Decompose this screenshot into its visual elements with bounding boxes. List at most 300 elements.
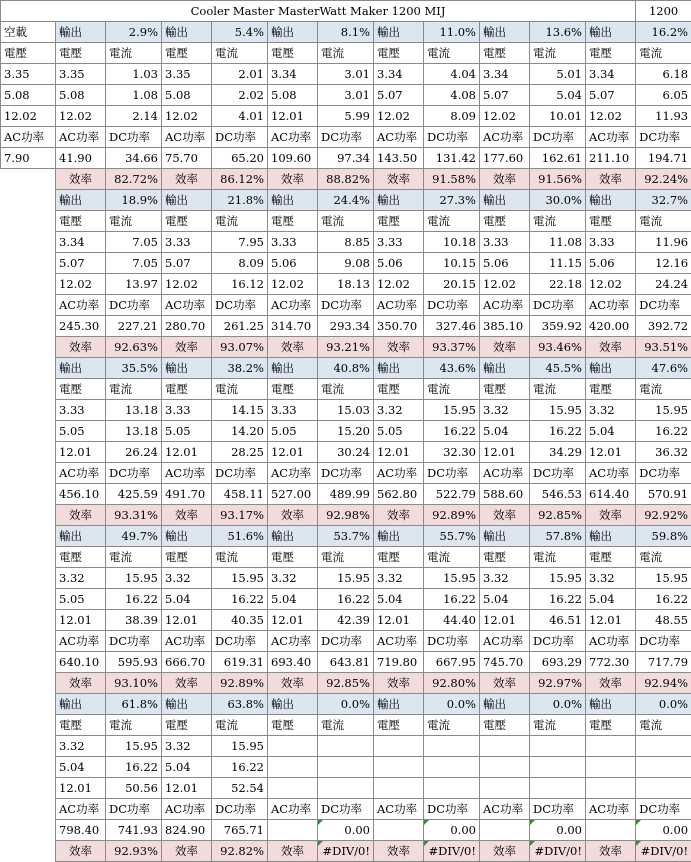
output-label[interactable]: 輸出 [586, 190, 636, 211]
current-12v[interactable]: 48.55 [636, 610, 691, 631]
ac-power-value[interactable]: 693.40 [268, 652, 318, 673]
empty-cell[interactable] [1, 232, 56, 253]
output-percent[interactable]: 32.7% [636, 190, 691, 211]
empty-cell[interactable] [1, 211, 56, 232]
current-5v[interactable]: 16.22 [424, 589, 480, 610]
voltage-12v[interactable]: 12.01 [586, 442, 636, 463]
dc-power-value[interactable]: 489.99 [318, 484, 374, 505]
output-percent[interactable]: 18.9% [106, 190, 162, 211]
current-3v3[interactable]: 13.18 [106, 400, 162, 421]
output-label[interactable]: 輸出 [162, 694, 212, 715]
current-3v3[interactable]: 8.85 [318, 232, 374, 253]
voltage-header[interactable]: 電壓 [586, 211, 636, 232]
voltage-5v[interactable]: 5.04 [162, 589, 212, 610]
output-label[interactable]: 輸出 [268, 694, 318, 715]
output-percent[interactable]: 59.8% [636, 526, 691, 547]
voltage-5v[interactable]: 5.06 [268, 253, 318, 274]
voltage-3v3[interactable]: 3.32 [586, 568, 636, 589]
dc-power-value[interactable]: 643.81 [318, 652, 374, 673]
current-5v[interactable]: 16.22 [106, 589, 162, 610]
current-5v[interactable]: 1.08 [106, 85, 162, 106]
ac-power-value[interactable]: 491.70 [162, 484, 212, 505]
current-12v[interactable]: 34.29 [530, 442, 586, 463]
ac-power-header[interactable]: AC功率 [480, 295, 530, 316]
current-12v[interactable]: 26.24 [106, 442, 162, 463]
current-header[interactable]: 電流 [212, 211, 268, 232]
idle-v12[interactable]: 12.02 [1, 106, 56, 127]
ac-power-value[interactable]: 666.70 [162, 652, 212, 673]
output-label[interactable]: 輸出 [56, 358, 106, 379]
voltage-5v[interactable]: 5.04 [480, 589, 530, 610]
current-5v[interactable]: 13.18 [106, 421, 162, 442]
voltage-5v[interactable]: 5.07 [586, 85, 636, 106]
efficiency-label[interactable]: 效率 [162, 505, 212, 526]
empty-cell[interactable] [1, 652, 56, 673]
ac-power-value[interactable]: 314.70 [268, 316, 318, 337]
dc-power-value[interactable]: 34.66 [106, 148, 162, 169]
output-percent[interactable]: 45.5% [530, 358, 586, 379]
dc-power-header[interactable]: DC功率 [106, 127, 162, 148]
dc-power-value[interactable]: 0.00 [530, 820, 586, 841]
current-5v[interactable]: 15.20 [318, 421, 374, 442]
current-5v[interactable]: 16.22 [530, 589, 586, 610]
efficiency-value[interactable]: #DIV/0! [318, 841, 374, 862]
voltage-header[interactable]: 電壓 [374, 43, 424, 64]
voltage-header[interactable]: 電壓 [162, 211, 212, 232]
output-percent[interactable]: 8.1% [318, 22, 374, 43]
efficiency-label[interactable]: 效率 [268, 841, 318, 862]
current-5v[interactable]: 16.22 [318, 589, 374, 610]
current-12v[interactable]: 46.51 [530, 610, 586, 631]
voltage-header[interactable]: 電壓 [162, 379, 212, 400]
ac-power-value[interactable]: 280.70 [162, 316, 212, 337]
voltage-header[interactable]: 電壓 [162, 547, 212, 568]
empty-cell[interactable] [1, 799, 56, 820]
efficiency-label[interactable]: 效率 [586, 673, 636, 694]
ac-power-value[interactable]: 562.80 [374, 484, 424, 505]
output-percent[interactable]: 47.6% [636, 358, 691, 379]
empty-cell[interactable] [1, 820, 56, 841]
efficiency-value[interactable]: #DIV/0! [636, 841, 691, 862]
voltage-header[interactable]: 電壓 [268, 379, 318, 400]
dc-power-header[interactable]: DC功率 [318, 463, 374, 484]
current-12v[interactable]: 50.56 [106, 778, 162, 799]
current-header[interactable]: 電流 [530, 211, 586, 232]
current-header[interactable]: 電流 [212, 379, 268, 400]
voltage-5v[interactable]: 5.04 [480, 421, 530, 442]
current-3v3[interactable]: 10.18 [424, 232, 480, 253]
voltage-header[interactable]: 電壓 [162, 715, 212, 736]
dc-power-header[interactable]: DC功率 [106, 631, 162, 652]
empty-cell[interactable] [1, 589, 56, 610]
efficiency-label[interactable]: 效率 [374, 673, 424, 694]
voltage-12v[interactable]: 12.01 [586, 610, 636, 631]
efficiency-value[interactable]: 93.46% [530, 337, 586, 358]
voltage-12v[interactable]: 12.01 [374, 442, 424, 463]
idle-v5[interactable]: 5.08 [1, 85, 56, 106]
current-12v[interactable]: 22.18 [530, 274, 586, 295]
current-5v[interactable]: 11.15 [530, 253, 586, 274]
current-12v[interactable]: 2.14 [106, 106, 162, 127]
efficiency-value[interactable]: 91.56% [530, 169, 586, 190]
dc-power-value[interactable]: 546.53 [530, 484, 586, 505]
efficiency-value[interactable]: 93.17% [212, 505, 268, 526]
efficiency-label[interactable]: 效率 [162, 337, 212, 358]
empty-cell[interactable] [1, 169, 56, 190]
dc-power-header[interactable]: DC功率 [212, 631, 268, 652]
output-percent[interactable]: 35.5% [106, 358, 162, 379]
idle-ac-label[interactable]: AC功率 [1, 127, 56, 148]
voltage-3v3[interactable]: 3.32 [268, 568, 318, 589]
voltage-5v[interactable]: 5.04 [374, 589, 424, 610]
voltage-12v[interactable]: 12.01 [480, 442, 530, 463]
ac-power-header[interactable]: AC功率 [162, 295, 212, 316]
voltage-5v[interactable] [586, 757, 636, 778]
voltage-5v[interactable]: 5.06 [480, 253, 530, 274]
voltage-3v3[interactable]: 3.33 [480, 232, 530, 253]
ac-power-header[interactable]: AC功率 [56, 127, 106, 148]
voltage-header[interactable]: 電壓 [268, 715, 318, 736]
current-header[interactable]: 電流 [636, 547, 691, 568]
output-label[interactable]: 輸出 [162, 526, 212, 547]
current-3v3[interactable] [530, 736, 586, 757]
voltage-3v3[interactable]: 3.32 [480, 568, 530, 589]
output-percent[interactable]: 43.6% [424, 358, 480, 379]
dc-power-header[interactable]: DC功率 [530, 463, 586, 484]
voltage-3v3[interactable]: 3.33 [56, 400, 106, 421]
ac-power-value[interactable]: 75.70 [162, 148, 212, 169]
current-header[interactable]: 電流 [212, 43, 268, 64]
current-header[interactable]: 電流 [106, 43, 162, 64]
output-percent[interactable]: 13.6% [530, 22, 586, 43]
efficiency-label[interactable]: 效率 [480, 673, 530, 694]
voltage-header[interactable]: 電壓 [480, 715, 530, 736]
efficiency-value[interactable]: 88.82% [318, 169, 374, 190]
ac-power-header[interactable]: AC功率 [374, 463, 424, 484]
current-header[interactable]: 電流 [424, 211, 480, 232]
voltage-3v3[interactable] [268, 736, 318, 757]
empty-cell[interactable] [1, 841, 56, 862]
empty-cell[interactable] [1, 274, 56, 295]
voltage-3v3[interactable]: 3.32 [480, 400, 530, 421]
voltage-5v[interactable] [374, 757, 424, 778]
current-12v[interactable]: 18.13 [318, 274, 374, 295]
dc-power-header[interactable]: DC功率 [318, 799, 374, 820]
voltage-3v3[interactable]: 3.32 [162, 568, 212, 589]
voltage-12v[interactable]: 12.01 [480, 610, 530, 631]
output-label[interactable]: 輸出 [374, 190, 424, 211]
current-12v[interactable]: 24.24 [636, 274, 691, 295]
current-5v[interactable] [530, 757, 586, 778]
current-12v[interactable]: 40.35 [212, 610, 268, 631]
voltage-5v[interactable]: 5.07 [162, 253, 212, 274]
dc-power-header[interactable]: DC功率 [636, 463, 691, 484]
efficiency-value[interactable]: 82.72% [106, 169, 162, 190]
current-header[interactable]: 電流 [636, 379, 691, 400]
voltage-header[interactable]: 電壓 [480, 43, 530, 64]
ac-power-header[interactable]: AC功率 [56, 463, 106, 484]
sheet-title[interactable]: Cooler Master MasterWatt Maker 1200 MIJ [1, 1, 636, 22]
current-header[interactable]: 電流 [636, 211, 691, 232]
current-header[interactable]: 電流 [106, 715, 162, 736]
current-12v[interactable]: 32.30 [424, 442, 480, 463]
empty-cell[interactable] [1, 610, 56, 631]
ac-power-value[interactable] [480, 820, 530, 841]
efficiency-label[interactable]: 效率 [268, 673, 318, 694]
ac-power-header[interactable]: AC功率 [586, 127, 636, 148]
voltage-header[interactable]: 電壓 [586, 547, 636, 568]
voltage-header[interactable]: 電壓 [480, 211, 530, 232]
ac-power-value[interactable]: 143.50 [374, 148, 424, 169]
ac-power-value[interactable]: 719.80 [374, 652, 424, 673]
current-12v[interactable] [636, 778, 691, 799]
current-3v3[interactable]: 15.95 [636, 400, 691, 421]
dc-power-header[interactable]: DC功率 [318, 127, 374, 148]
current-header[interactable]: 電流 [636, 43, 691, 64]
current-3v3[interactable]: 15.95 [424, 400, 480, 421]
ac-power-header[interactable]: AC功率 [586, 295, 636, 316]
dc-power-header[interactable]: DC功率 [530, 127, 586, 148]
voltage-3v3[interactable]: 3.32 [56, 736, 106, 757]
efficiency-value[interactable]: 93.10% [106, 673, 162, 694]
empty-cell[interactable] [1, 358, 56, 379]
ac-power-value[interactable]: 824.90 [162, 820, 212, 841]
voltage-5v[interactable]: 5.08 [56, 85, 106, 106]
empty-cell[interactable] [1, 547, 56, 568]
voltage-5v[interactable]: 5.04 [586, 421, 636, 442]
ac-power-value[interactable] [374, 820, 424, 841]
dc-power-value[interactable]: 458.11 [212, 484, 268, 505]
efficiency-value[interactable]: 92.89% [212, 673, 268, 694]
empty-cell[interactable] [1, 421, 56, 442]
voltage-header[interactable]: 電壓 [56, 715, 106, 736]
output-label[interactable]: 輸出 [56, 190, 106, 211]
current-12v[interactable]: 36.32 [636, 442, 691, 463]
efficiency-label[interactable]: 效率 [480, 841, 530, 862]
efficiency-label[interactable]: 效率 [374, 169, 424, 190]
output-label[interactable]: 輸出 [56, 526, 106, 547]
empty-cell[interactable] [1, 442, 56, 463]
output-label[interactable]: 輸出 [480, 358, 530, 379]
dc-power-header[interactable]: DC功率 [424, 295, 480, 316]
dc-power-header[interactable]: DC功率 [106, 463, 162, 484]
efficiency-label[interactable]: 效率 [56, 337, 106, 358]
current-12v[interactable]: 13.97 [106, 274, 162, 295]
efficiency-label[interactable]: 效率 [586, 337, 636, 358]
efficiency-label[interactable]: 效率 [586, 841, 636, 862]
voltage-12v[interactable]: 12.02 [56, 106, 106, 127]
current-header[interactable]: 電流 [318, 43, 374, 64]
voltage-3v3[interactable]: 3.32 [56, 568, 106, 589]
ac-power-header[interactable]: AC功率 [480, 463, 530, 484]
ac-power-value[interactable]: 527.00 [268, 484, 318, 505]
output-percent[interactable]: 30.0% [530, 190, 586, 211]
dc-power-header[interactable]: DC功率 [424, 463, 480, 484]
current-5v[interactable]: 6.05 [636, 85, 691, 106]
voltage-5v[interactable]: 5.07 [56, 253, 106, 274]
current-5v[interactable]: 16.22 [636, 589, 691, 610]
efficiency-value[interactable]: 93.51% [636, 337, 691, 358]
empty-cell[interactable] [1, 190, 56, 211]
current-3v3[interactable]: 15.95 [212, 568, 268, 589]
voltage-header[interactable]: 電壓 [56, 379, 106, 400]
efficiency-value[interactable]: 92.80% [424, 673, 480, 694]
dc-power-value[interactable]: 227.21 [106, 316, 162, 337]
output-label[interactable]: 輸出 [480, 190, 530, 211]
ac-power-value[interactable]: 245.30 [56, 316, 106, 337]
ac-power-value[interactable] [268, 820, 318, 841]
current-5v[interactable]: 12.16 [636, 253, 691, 274]
voltage-5v[interactable] [268, 757, 318, 778]
voltage-header[interactable]: 電壓 [162, 43, 212, 64]
voltage-3v3[interactable]: 3.32 [374, 400, 424, 421]
ac-power-header[interactable]: AC功率 [162, 799, 212, 820]
output-label[interactable]: 輸出 [162, 358, 212, 379]
voltage-3v3[interactable]: 3.34 [480, 64, 530, 85]
output-label[interactable]: 輸出 [268, 526, 318, 547]
voltage-header[interactable]: 電壓 [480, 379, 530, 400]
efficiency-value[interactable]: 92.97% [530, 673, 586, 694]
efficiency-label[interactable]: 效率 [268, 337, 318, 358]
efficiency-label[interactable]: 效率 [162, 673, 212, 694]
efficiency-value[interactable]: 92.85% [318, 673, 374, 694]
current-5v[interactable]: 16.22 [424, 421, 480, 442]
current-3v3[interactable]: 15.03 [318, 400, 374, 421]
output-percent[interactable]: 61.8% [106, 694, 162, 715]
output-percent[interactable]: 11.0% [424, 22, 480, 43]
current-header[interactable]: 電流 [424, 43, 480, 64]
dc-power-value[interactable]: 595.93 [106, 652, 162, 673]
current-12v[interactable]: 10.01 [530, 106, 586, 127]
current-3v3[interactable]: 15.95 [636, 568, 691, 589]
efficiency-value[interactable]: 92.24% [636, 169, 691, 190]
current-5v[interactable]: 5.04 [530, 85, 586, 106]
efficiency-label[interactable]: 效率 [374, 505, 424, 526]
dc-power-value[interactable]: 65.20 [212, 148, 268, 169]
voltage-header[interactable]: 電壓 [374, 547, 424, 568]
current-3v3[interactable]: 6.18 [636, 64, 691, 85]
efficiency-label[interactable]: 效率 [56, 841, 106, 862]
dc-power-value[interactable]: 619.31 [212, 652, 268, 673]
output-label[interactable]: 輸出 [268, 190, 318, 211]
efficiency-value[interactable]: 93.07% [212, 337, 268, 358]
voltage-12v[interactable]: 12.02 [162, 106, 212, 127]
efficiency-label[interactable]: 效率 [268, 505, 318, 526]
efficiency-label[interactable]: 效率 [586, 169, 636, 190]
voltage-5v[interactable]: 5.06 [374, 253, 424, 274]
current-12v[interactable]: 28.25 [212, 442, 268, 463]
efficiency-label[interactable]: 效率 [56, 169, 106, 190]
idle-voltage-header[interactable]: 電壓 [1, 43, 56, 64]
voltage-header[interactable]: 電壓 [56, 43, 106, 64]
voltage-3v3[interactable]: 3.34 [268, 64, 318, 85]
voltage-3v3[interactable] [374, 736, 424, 757]
voltage-3v3[interactable] [480, 736, 530, 757]
current-5v[interactable]: 10.15 [424, 253, 480, 274]
dc-power-value[interactable]: 131.42 [424, 148, 480, 169]
efficiency-value[interactable]: 92.89% [424, 505, 480, 526]
current-12v[interactable]: 42.39 [318, 610, 374, 631]
voltage-5v[interactable]: 5.05 [374, 421, 424, 442]
voltage-12v[interactable]: 12.02 [374, 274, 424, 295]
efficiency-label[interactable]: 效率 [480, 337, 530, 358]
output-percent[interactable]: 0.0% [424, 694, 480, 715]
voltage-header[interactable]: 電壓 [374, 715, 424, 736]
current-5v[interactable] [424, 757, 480, 778]
current-header[interactable]: 電流 [318, 211, 374, 232]
voltage-header[interactable]: 電壓 [586, 379, 636, 400]
dc-power-value[interactable]: 359.92 [530, 316, 586, 337]
ac-power-header[interactable]: AC功率 [162, 127, 212, 148]
current-3v3[interactable]: 7.95 [212, 232, 268, 253]
output-label[interactable]: 輸出 [374, 22, 424, 43]
current-5v[interactable] [636, 757, 691, 778]
current-3v3[interactable] [318, 736, 374, 757]
dc-power-header[interactable]: DC功率 [106, 799, 162, 820]
ac-power-header[interactable]: AC功率 [268, 463, 318, 484]
voltage-3v3[interactable]: 3.34 [56, 232, 106, 253]
ac-power-header[interactable]: AC功率 [586, 631, 636, 652]
output-label[interactable]: 輸出 [586, 526, 636, 547]
ac-power-header[interactable]: AC功率 [268, 799, 318, 820]
output-label[interactable]: 輸出 [480, 526, 530, 547]
ac-power-header[interactable]: AC功率 [56, 295, 106, 316]
output-percent[interactable]: 0.0% [636, 694, 691, 715]
ac-power-header[interactable]: AC功率 [586, 799, 636, 820]
dc-power-value[interactable]: 0.00 [636, 820, 691, 841]
empty-cell[interactable] [1, 316, 56, 337]
voltage-5v[interactable]: 5.06 [586, 253, 636, 274]
current-3v3[interactable]: 15.95 [212, 736, 268, 757]
current-12v[interactable] [318, 778, 374, 799]
dc-power-header[interactable]: DC功率 [212, 295, 268, 316]
current-header[interactable]: 電流 [318, 715, 374, 736]
current-5v[interactable]: 16.22 [212, 589, 268, 610]
voltage-12v[interactable] [374, 778, 424, 799]
voltage-3v3[interactable]: 3.35 [56, 64, 106, 85]
current-5v[interactable]: 9.08 [318, 253, 374, 274]
empty-cell[interactable] [1, 736, 56, 757]
efficiency-value[interactable]: 92.92% [636, 505, 691, 526]
output-label[interactable]: 輸出 [374, 694, 424, 715]
ac-power-header[interactable]: AC功率 [268, 295, 318, 316]
output-percent[interactable]: 57.8% [530, 526, 586, 547]
efficiency-value[interactable]: 92.82% [212, 841, 268, 862]
voltage-header[interactable]: 電壓 [56, 211, 106, 232]
empty-cell[interactable] [1, 778, 56, 799]
voltage-12v[interactable]: 12.02 [586, 274, 636, 295]
efficiency-value[interactable]: 86.12% [212, 169, 268, 190]
current-12v[interactable]: 38.39 [106, 610, 162, 631]
current-header[interactable]: 電流 [424, 379, 480, 400]
current-header[interactable]: 電流 [530, 715, 586, 736]
empty-cell[interactable] [1, 295, 56, 316]
voltage-12v[interactable]: 12.02 [374, 106, 424, 127]
efficiency-value[interactable]: #DIV/0! [424, 841, 480, 862]
dc-power-value[interactable]: 522.79 [424, 484, 480, 505]
efficiency-label[interactable]: 效率 [374, 337, 424, 358]
dc-power-value[interactable]: 162.61 [530, 148, 586, 169]
dc-power-header[interactable]: DC功率 [212, 799, 268, 820]
voltage-header[interactable]: 電壓 [374, 211, 424, 232]
current-12v[interactable]: 44.40 [424, 610, 480, 631]
idle-ac[interactable]: 7.90 [1, 148, 56, 169]
dc-power-header[interactable]: DC功率 [636, 799, 691, 820]
ac-power-header[interactable]: AC功率 [162, 631, 212, 652]
voltage-12v[interactable]: 12.01 [268, 610, 318, 631]
ac-power-header[interactable]: AC功率 [374, 631, 424, 652]
voltage-12v[interactable]: 12.01 [162, 610, 212, 631]
